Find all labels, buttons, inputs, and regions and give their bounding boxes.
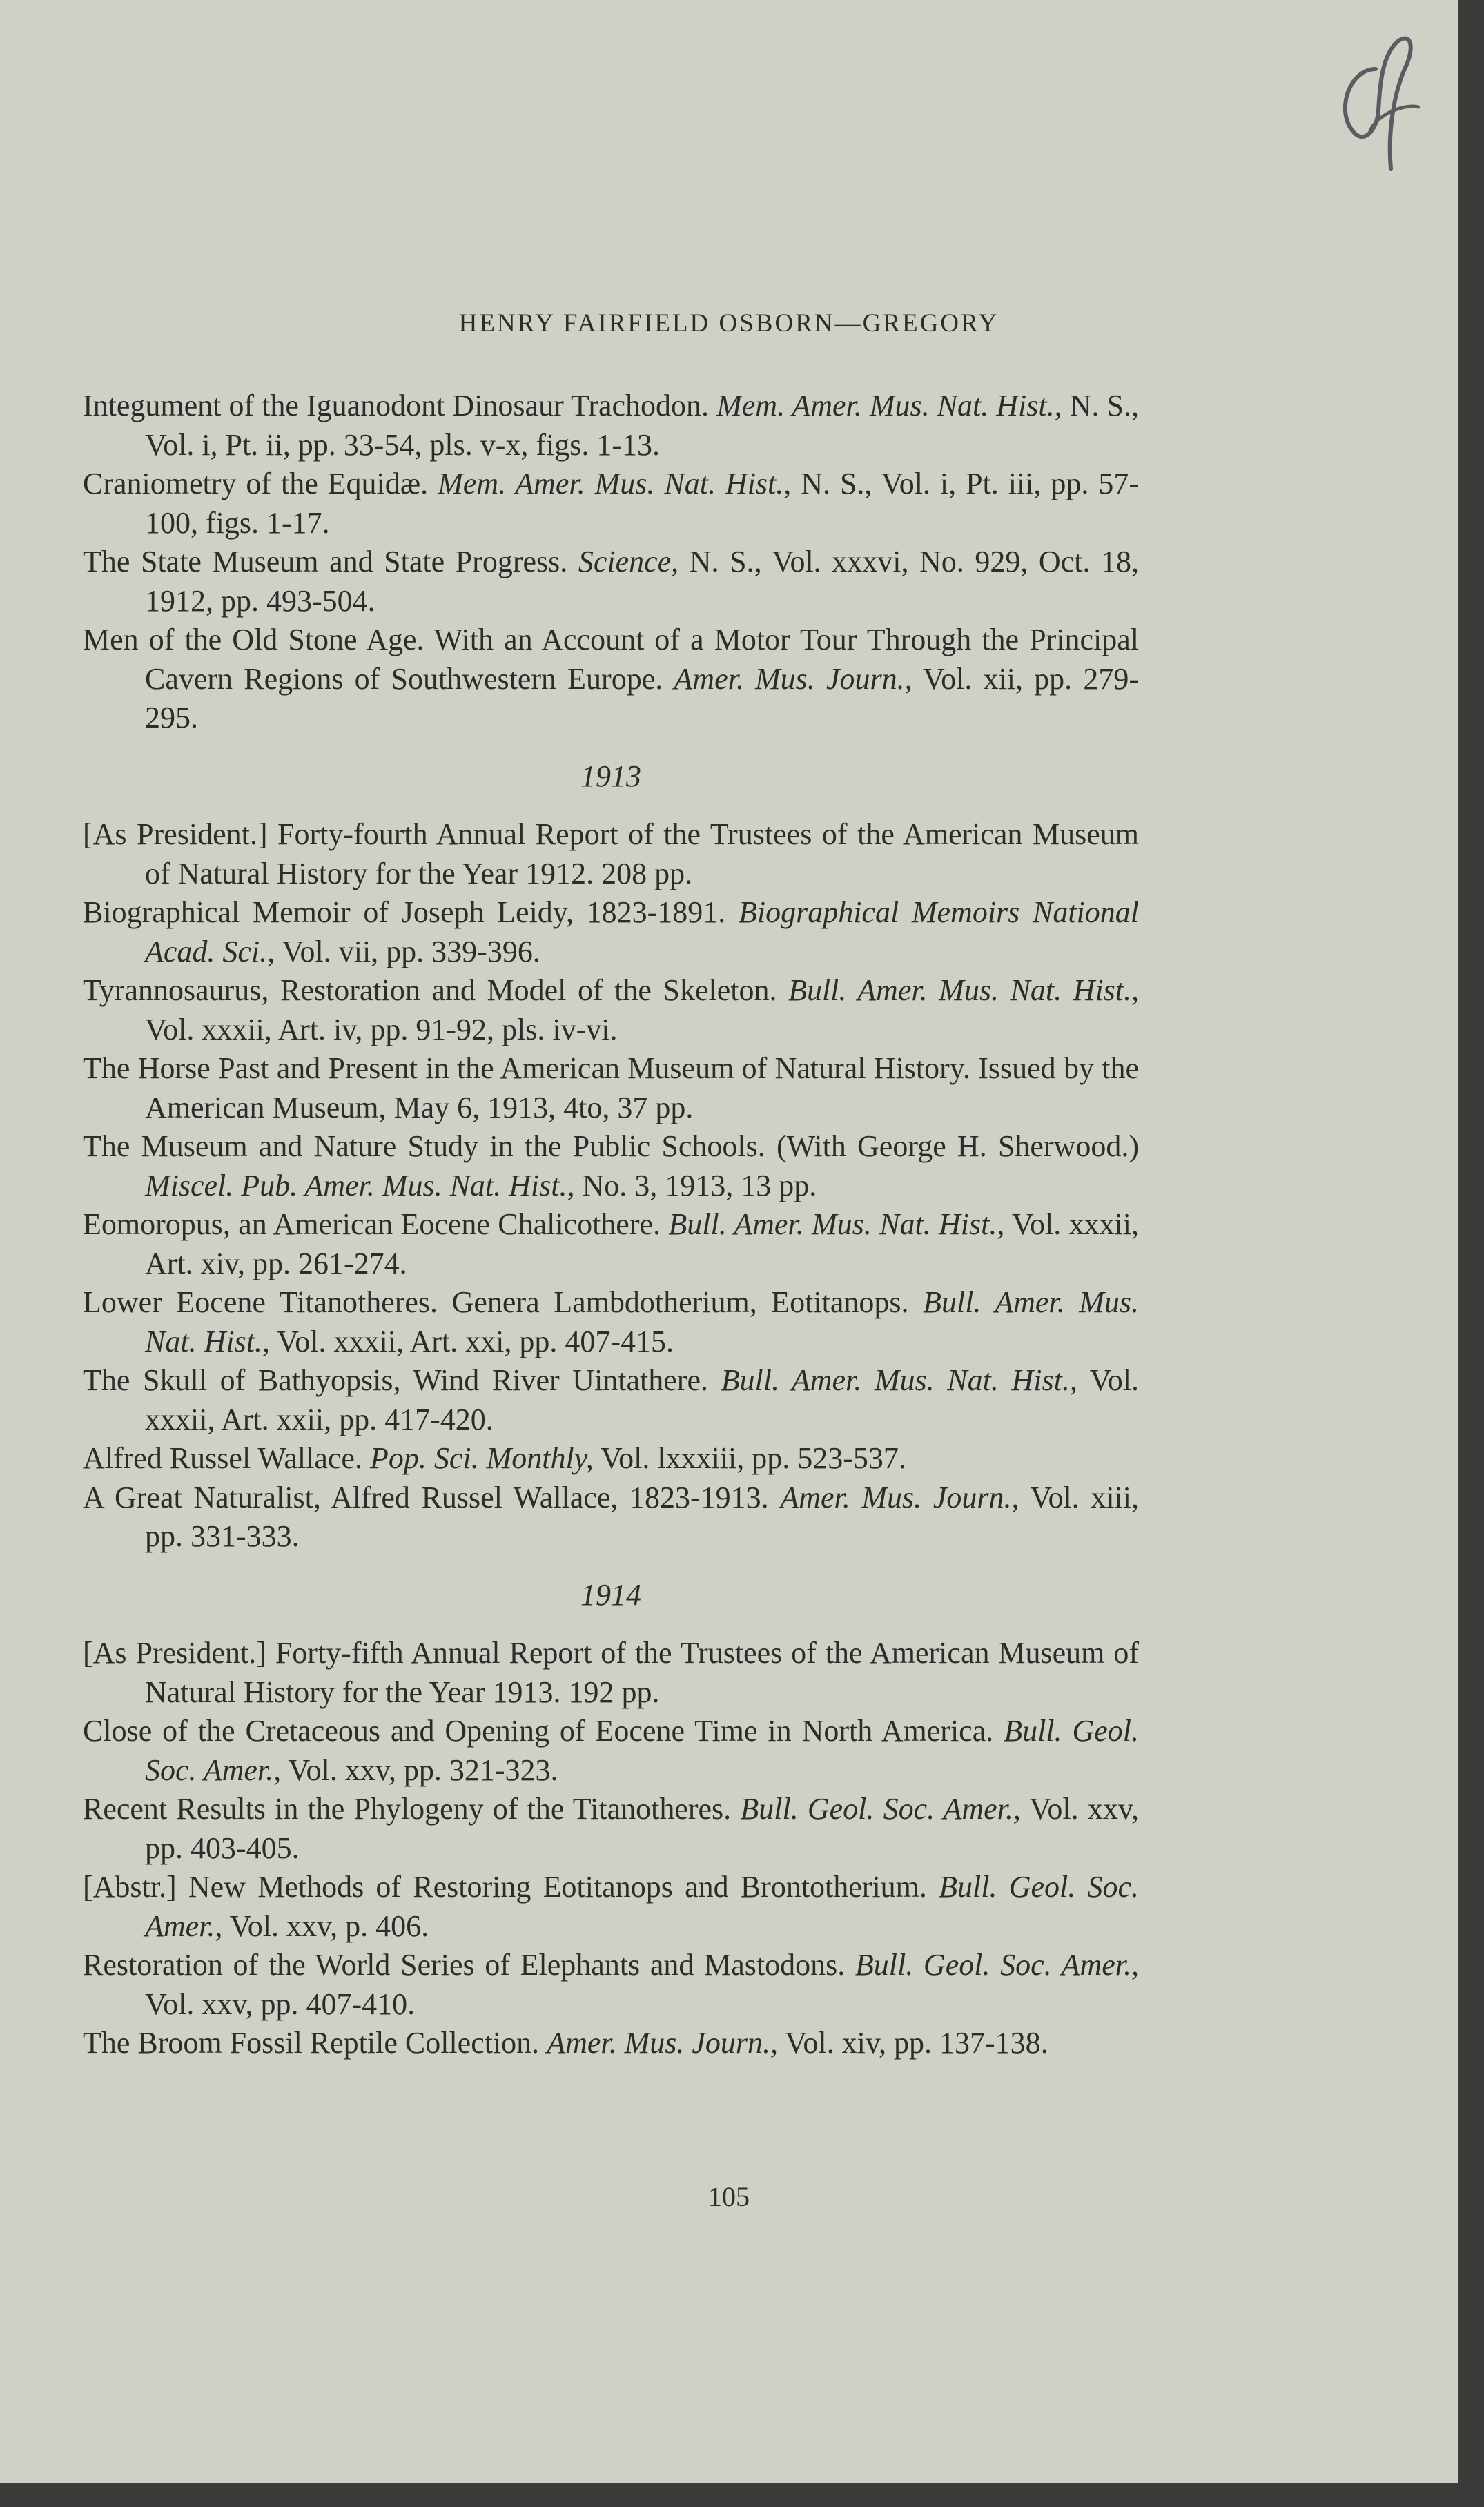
entry-source: Amer. Mus. Journ., (674, 661, 912, 696)
entry-title: [As President.] Forty-fifth Annual Report of the Trustees of the American Museum of Natural History for the Year 1913. 192 pp. (83, 1636, 1139, 1709)
entry-details: N. S., Vol. xxxvi, No. 929, Oct. 18, 1912, pp. 493-504. (145, 545, 1140, 618)
bibliography (83, 387, 1139, 2063)
bibliography-entry (83, 1634, 1139, 1712)
entry-title: Biographical Memoir of Joseph Leidy, 1823-1891. (83, 895, 726, 929)
entry-details: Vol. xxv, p. 406. (229, 1909, 429, 1943)
entry-details: No. 3, 1913, 13 pp. (582, 1168, 817, 1202)
entry-source: Science, (578, 545, 679, 578)
entry-source: Bull. Geol. Soc. Amer., (145, 1714, 1140, 1787)
year-heading: 1914 (580, 1577, 641, 1612)
entry-source: Bull. Geol. Soc. Amer., (740, 1792, 1021, 1826)
scan-edge-right (1458, 0, 1484, 2507)
bibliography-entry (83, 543, 1139, 621)
entry-details: N. S., Vol. i, Pt. ii, pp. 33-54, pls. v-x, figs. 1-13. (145, 389, 1140, 462)
bibliography-entry (83, 815, 1139, 893)
entry-title: [Abstr.] New Methods of Restoring Eotitanops and Brontotherium. (83, 1870, 927, 1904)
entry-details: Vol. xxv, pp. 321-323. (288, 1753, 558, 1787)
bibliography-entry (83, 387, 1139, 465)
entry-details: N. S., Vol. i, Pt. iii, pp. 57-100, figs. 1-17. (145, 467, 1139, 540)
year-heading: 1913 (580, 759, 641, 793)
entry-details: Vol. xxxii, Art. iv, pp. 91-92, pls. iv-vi. (145, 1012, 618, 1046)
entry-details: Vol. lxxxiii, pp. 523-537. (601, 1441, 906, 1475)
entry-title: Tyrannosaurus, Restoration and Model of the Skeleton. (83, 973, 777, 1007)
entry-title: Craniometry of the Equidæ. (83, 467, 429, 500)
entry-title: Lower Eocene Titanotheres. Genera Lambdotherium, Eotitanops. (83, 1285, 909, 1319)
entry-details: Vol. xiv, pp. 137-138. (785, 2026, 1048, 2060)
entry-source: Bull. Amer. Mus. Nat. Hist., (788, 973, 1140, 1007)
running-head: HENRY FAIRFIELD OSBORN—GREGORY (458, 309, 999, 338)
bibliography-entry (83, 1283, 1139, 1361)
entry-source: Amer. Mus. Journ., (780, 1480, 1019, 1514)
page-number: 105 (708, 2181, 750, 2212)
entry-title: Recent Results in the Phylogeny of the Titanotheres. (83, 1792, 732, 1826)
bibliography-entry (83, 1479, 1139, 1557)
entry-source: Bull. Amer. Mus. Nat. Hist., (721, 1363, 1077, 1397)
entry-source: Amer. Mus. Journ., (547, 2026, 779, 2060)
entry-title: Men of the Old Stone Age. With an Account of a Motor Tour Through the Principal Cavern Regions of Southwestern Europe. (83, 623, 1139, 696)
entry-source: Bull. Geol. Soc. Amer., (855, 1948, 1139, 1982)
entry-source: Bull. Geol. Soc. Amer., (145, 1870, 1140, 1943)
entry-title: The Broom Fossil Reptile Collection. (83, 2026, 540, 2060)
entry-title: Eomoropus, an American Eocene Chalicothere. (83, 1207, 661, 1241)
bibliography-entry (83, 1868, 1139, 1946)
scan-edge-bottom (0, 2483, 1484, 2507)
entry-source: Bull. Amer. Mus. Nat. Hist., (145, 1285, 1140, 1358)
entry-source: Mem. Amer. Mus. Nat. Hist., (716, 389, 1062, 422)
bibliography-entry (83, 1361, 1139, 1439)
entry-details: Vol. vii, pp. 339-396. (282, 934, 540, 968)
bibliography-entry (83, 1790, 1139, 1868)
bibliography-entry (83, 465, 1139, 543)
entry-details: Vol. xxv, pp. 407-410. (145, 1987, 416, 2021)
bibliography-entry (83, 621, 1139, 738)
entry-details: Vol. xiii, pp. 331-333. (145, 1480, 1139, 1553)
entry-title: Integument of the Iguanodont Dinosaur Trachodon. (83, 389, 710, 422)
entry-title: [As President.] Forty-fourth Annual Report of the Trustees of the American Museum of Natural History for the Year 1912. 208 pp. (83, 817, 1139, 890)
bibliography-entry (83, 2024, 1139, 2063)
bibliography-entry (83, 1205, 1139, 1283)
entry-title: The Museum and Nature Study in the Public Schools. (With George H. Sherwood.) (83, 1129, 1139, 1163)
entry-title: Restoration of the World Series of Elephants and Mastodons. (83, 1948, 846, 1982)
handwritten-mark (1322, 28, 1432, 179)
bibliography-entry (83, 1049, 1139, 1127)
bibliography-entry (83, 971, 1139, 1049)
bibliography-entry (83, 1946, 1139, 2024)
bibliography-entry (83, 1127, 1139, 1205)
bibliography-entry (83, 893, 1139, 971)
bibliography-entry (83, 1712, 1139, 1790)
entry-source: Biographical Memoirs National Acad. Sci., (145, 895, 1140, 968)
entry-title: The State Museum and State Progress. (83, 545, 568, 578)
entry-details: Vol. xxxii, Art. xxii, pp. 417-420. (145, 1363, 1139, 1436)
entry-details: Vol. xxv, pp. 403-405. (145, 1792, 1139, 1865)
entry-source: Pop. Sci. Monthly, (369, 1441, 594, 1475)
entry-title: The Skull of Bathyopsis, Wind River Uintathere. (83, 1363, 708, 1397)
entry-details: Vol. xxxii, Art. xiv, pp. 261-274. (145, 1207, 1140, 1280)
entry-details: Vol. xxxii, Art. xxi, pp. 407-415. (277, 1324, 674, 1358)
entry-title: The Horse Past and Present in the American Museum of Natural History. Issued by the American Museum, May 6, 1913, 4to, 37 pp. (83, 1051, 1139, 1124)
entry-title: A Great Naturalist, Alfred Russel Wallace, 1823-1913. (83, 1480, 769, 1514)
entry-title: Close of the Cretaceous and Opening of Eocene Time in North America. (83, 1714, 994, 1748)
entry-source: Mem. Amer. Mus. Nat. Hist., (438, 467, 792, 500)
entry-source: Miscel. Pub. Amer. Mus. Nat. Hist., (145, 1168, 575, 1202)
entry-title: Alfred Russel Wallace. (83, 1441, 362, 1475)
bibliography-entry (83, 1439, 1139, 1479)
entry-details: Vol. xii, pp. 279-295. (145, 661, 1139, 734)
entry-source: Bull. Amer. Mus. Nat. Hist., (668, 1207, 1005, 1241)
